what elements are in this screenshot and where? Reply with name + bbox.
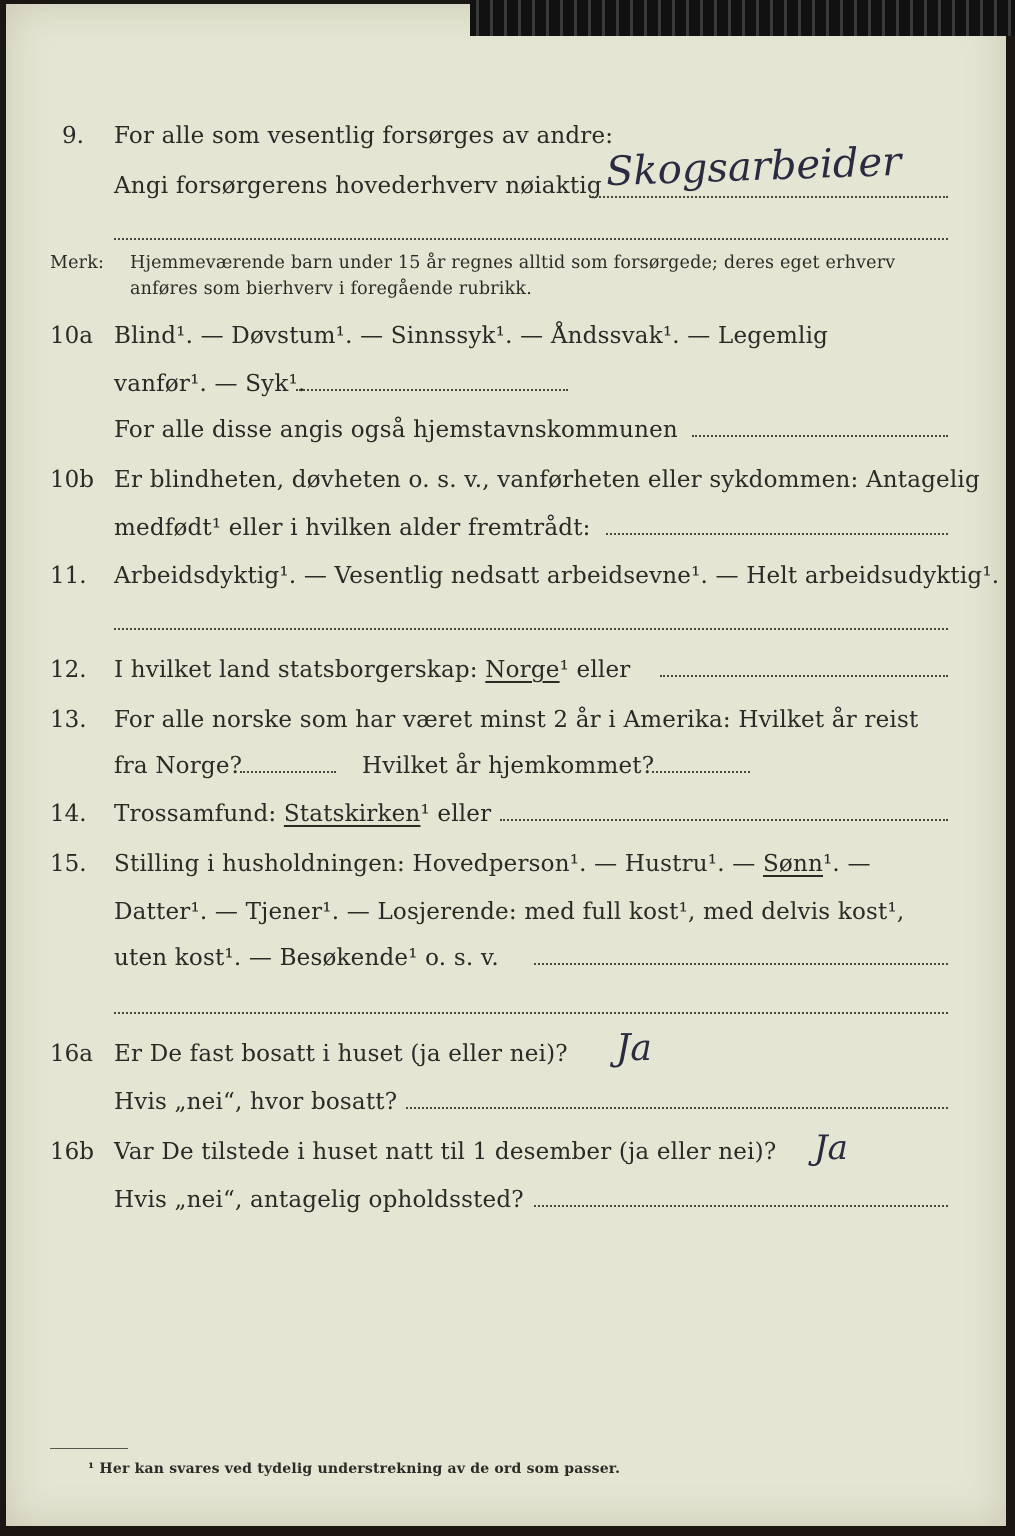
q16b-number: 16b: [50, 1139, 94, 1165]
q14-number: 14.: [50, 801, 87, 827]
q16a-number: 16a: [50, 1041, 93, 1067]
q15-answer-line: [534, 963, 948, 965]
q11-line1: Arbeidsdyktig¹. — Vesentlig nedsatt arbeidsevne¹. — Helt arbeidsudyktig¹.: [114, 563, 1000, 589]
q16b-answer-line: [534, 1205, 948, 1207]
q16a-answer-line: [406, 1107, 948, 1109]
q9-line1: For alle som vesentlig forsørges av andre:: [114, 123, 614, 149]
scan-edge-strip: [470, 0, 1015, 36]
q12-norge-underlined: Norge: [485, 657, 560, 683]
q10a-hometown-line: [692, 435, 948, 437]
q13-right-line: [652, 771, 750, 773]
q13-line2b: Hvilket år hjemkommet?: [362, 753, 655, 779]
q16b-handwritten-answer: Ja: [814, 1128, 848, 1168]
q10b-number: 10b: [50, 467, 94, 493]
footnote-text: ¹ Her kan svares ved tydelig understrekning av de ord som passer.: [88, 1461, 621, 1477]
q15-line1b: ¹. —: [823, 851, 871, 877]
q15-line3: uten kost¹. — Besøkende¹ o. s. v.: [114, 945, 499, 971]
q9-handwritten-answer: Skogsarbeider: [605, 138, 903, 196]
q15-line2: Datter¹. — Tjener¹. — Losjerende: med full kost¹, med delvis kost¹,: [114, 899, 905, 925]
q14-post: ¹ eller: [420, 801, 492, 827]
q10a-answer-line: [296, 389, 568, 391]
q9-number: 9.: [62, 123, 84, 149]
q13-line1: For alle norske som har været minst 2 år i Amerika: Hvilket år reist: [114, 707, 919, 733]
q16b-line2: Hvis „nei“, antagelig opholdssted?: [114, 1187, 524, 1213]
q13-line2a: fra Norge?: [114, 753, 243, 779]
q15-sonn-underlined: Sønn: [762, 851, 823, 877]
q12-post: ¹ eller: [559, 657, 631, 683]
q16a-line2: Hvis „nei“, hvor bosatt?: [114, 1089, 398, 1115]
separator-line-2: [114, 628, 948, 630]
q16b-line1: Var De tilstede i huset natt til 1 desember (ja eller nei)?: [114, 1139, 777, 1165]
q14-line: [114, 800, 491, 828]
q10b-answer-line: [606, 533, 948, 535]
q10b-line2: medfødt¹ eller i hvilken alder fremtrådt:: [114, 515, 591, 541]
q15-number: 15.: [50, 851, 87, 877]
q16a-line1: Er De fast bosatt i huset (ja eller nei)?: [114, 1041, 568, 1067]
q15-line1: [114, 850, 871, 878]
q16a-handwritten-answer: Ja: [616, 1028, 652, 1069]
separator-line-3: [114, 1012, 948, 1014]
q14-text: Trossamfund:: [114, 801, 277, 827]
q9-answer-line: [592, 196, 948, 198]
q12-answer-line: [660, 675, 948, 677]
q10a-line2: vanfør¹. — Syk¹.: [114, 371, 306, 397]
merk-line2: anføres som bierhverv i foregående rubrikk.: [130, 279, 532, 299]
q12-line: [114, 656, 630, 684]
q12-number: 12.: [50, 657, 87, 683]
q12-text: I hvilket land statsborgerskap:: [114, 657, 478, 683]
q13-number: 13.: [50, 707, 87, 733]
merk-label: Merk:: [50, 253, 105, 273]
q11-number: 11.: [50, 563, 87, 589]
q13-left-line: [240, 771, 336, 773]
q14-answer-line: [500, 819, 948, 821]
merk-line1: Hjemmeværende barn under 15 år regnes alltid som forsørgede; deres eget erhverv: [130, 253, 896, 273]
q14-statskirken-underlined: Statskirken: [283, 801, 421, 827]
q15-line1a: Stilling i husholdningen: Hovedperson¹. — Hustru¹. —: [114, 851, 756, 877]
q10a-number: 10a: [50, 323, 93, 349]
q10b-line1: Er blindheten, døvheten o. s. v., vanførheten eller sykdommen: Antagelig: [114, 467, 980, 493]
q10a-line1: Blind¹. — Døvstum¹. — Sinnssyk¹. — Åndssvak¹. — Legemlig: [114, 323, 829, 349]
q10a-line3: For alle disse angis også hjemstavnskommunen: [114, 417, 678, 443]
separator-line-1: [114, 238, 948, 240]
q9-line2: Angi forsørgerens hovederhverv nøiaktig: [114, 173, 602, 199]
footnote-rule: [50, 1448, 128, 1449]
census-form-page: [6, 4, 1006, 1526]
